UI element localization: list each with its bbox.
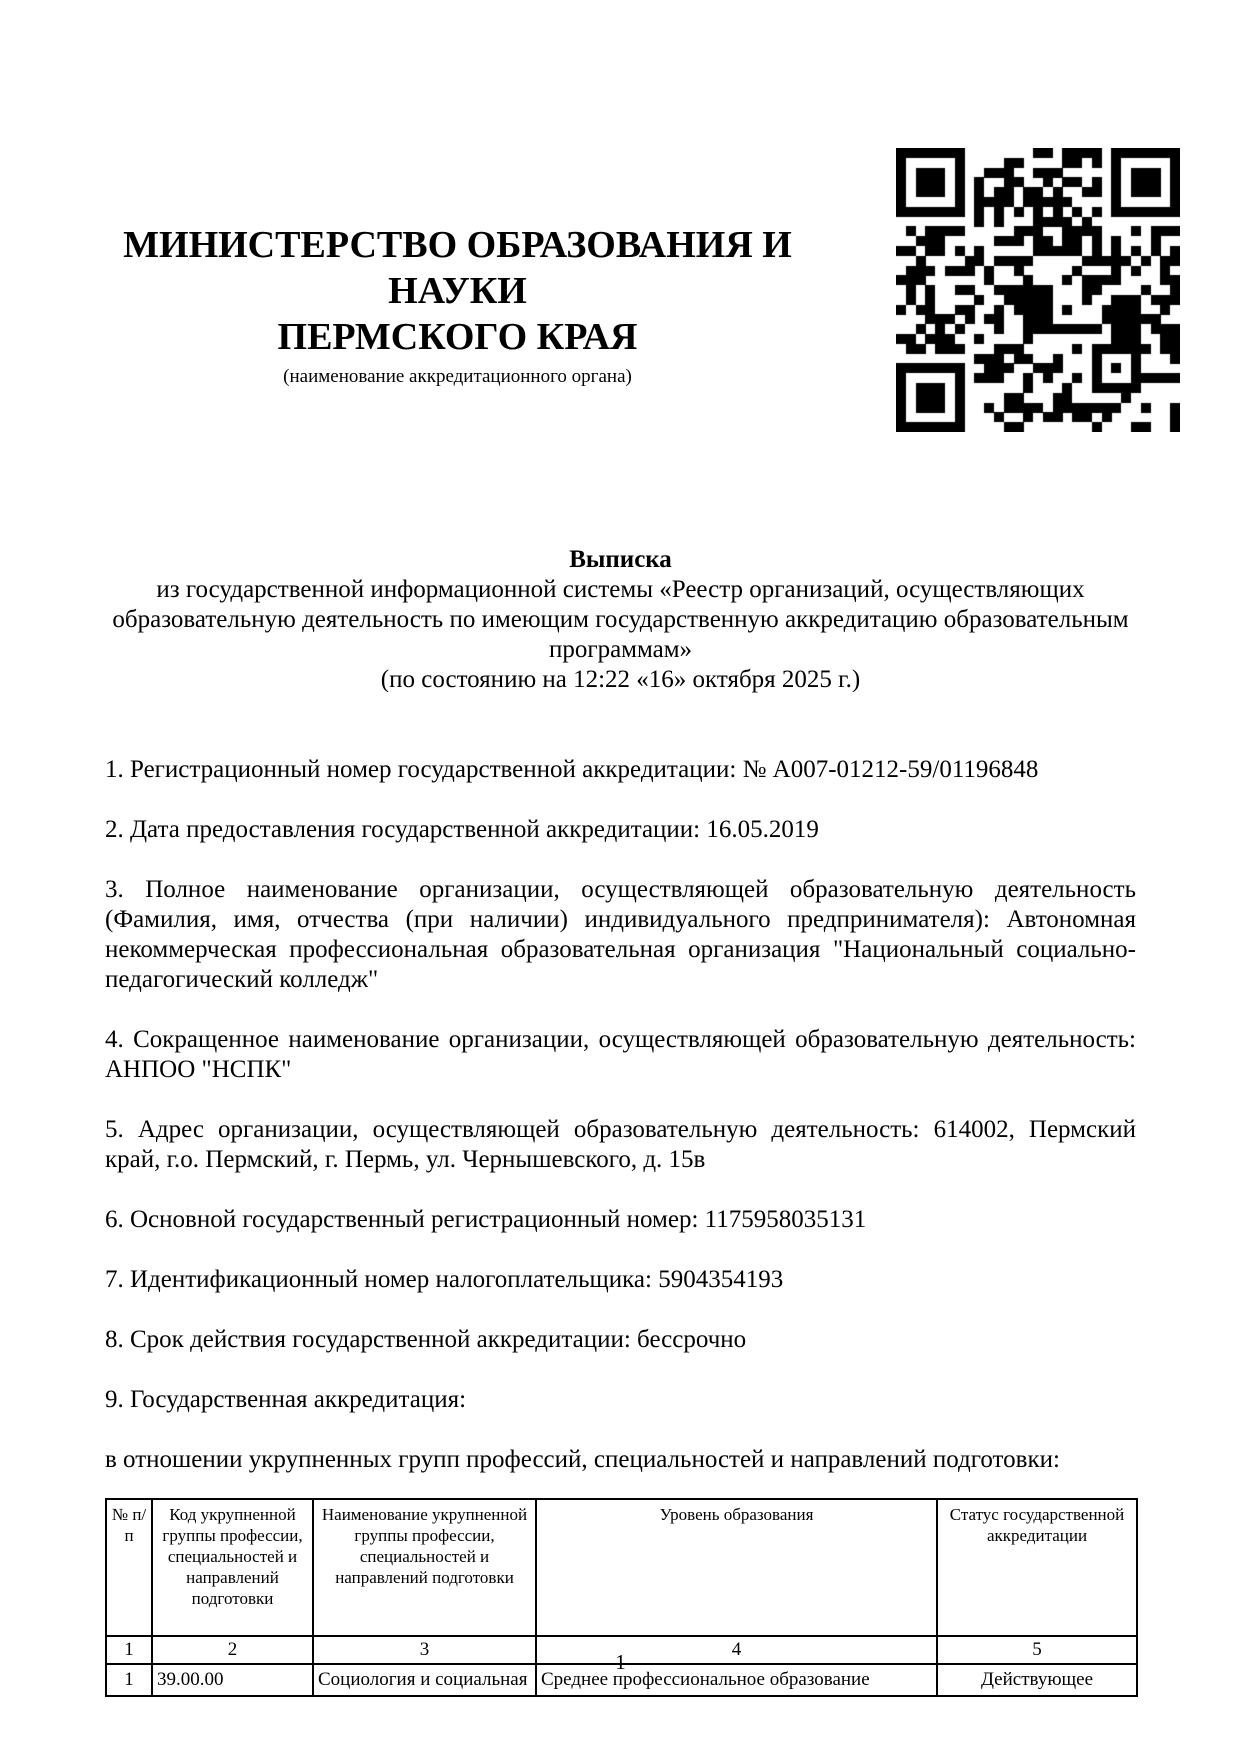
numbered-item: 9. Государственная аккредитация:	[105, 1386, 467, 1413]
numbered-item: 7. Идентификационный номер налогоплательщика: 5904354193	[105, 1266, 784, 1293]
column-number-cell: 3	[313, 1636, 536, 1664]
numbered-item: 2. Дата предоставления государственной аккредитации: 16.05.2019	[105, 816, 819, 843]
table-header-cell: Статус государственной аккредитации	[937, 1499, 1137, 1636]
table-header-row	[106, 1499, 1137, 1636]
table-cell: 1	[106, 1664, 152, 1696]
ministry-name-line2: ПЕРМСКОГО КРАЯ	[277, 316, 638, 358]
column-number-cell: 1	[106, 1636, 152, 1664]
table-header-cell: Уровень образования	[536, 1499, 937, 1636]
qr-code	[896, 148, 1180, 432]
numbered-item: 5. Адрес организации, осуществляющей образовательную деятельность: 614002, Пермский край, г.о. Пермский, г. Пермь, ул. Чернышевского, д. 15в	[105, 1116, 1136, 1173]
intro-description: из государственной информационной системы «Реестр организаций, осуществляющих образовательную деятельность по имеющим государственную аккредитацию образовательным программам»	[112, 576, 1129, 663]
table-header-cell: Код укрупненной группы профессии, специальностей и направлений подготовки	[152, 1499, 313, 1636]
ministry-name-line1: МИНИСТЕРСТВО ОБРАЗОВАНИЯ И НАУКИ	[123, 224, 792, 312]
document-body	[105, 545, 1136, 1697]
numbered-item: 6. Основной государственный регистрационный номер: 1175958035131	[105, 1206, 867, 1233]
numbered-item: 4. Сокращенное наименование организации, осуществляющей образовательную деятельность: АНПОО "НСПК"	[105, 1026, 1136, 1083]
table-cell: Среднее профессиональное образование	[536, 1664, 937, 1696]
authority-caption: (наименование аккредитационного органа)	[283, 366, 632, 387]
intro-text	[105, 575, 1136, 695]
items-list	[105, 755, 1136, 1415]
table-cell: 39.00.00	[152, 1664, 313, 1696]
numbered-item: 1. Регистрационный номер государственной аккредитации: № А007-01212-59/01196848	[105, 756, 1039, 783]
pre-table-text: в отношении укрупненных групп профессий, специальностей и направлений подготовки:	[105, 1446, 1060, 1473]
column-number-cell: 2	[152, 1636, 313, 1664]
table-header-cell: Наименование укрупненной группы профессии, специальностей и направлений подготовки	[313, 1499, 536, 1636]
column-number-cell: 5	[937, 1636, 1137, 1664]
table-cell: Социология и социальная	[313, 1664, 536, 1696]
document-title: Выписка	[569, 546, 672, 573]
column-number-cell: 4	[536, 1636, 937, 1664]
page-number: 1	[615, 1650, 626, 1674]
accreditation-authority-block	[100, 222, 815, 389]
table-header-cell: № п/п	[106, 1499, 152, 1636]
intro-date-line: (по состоянию на 12:22 «16» октября 2025 г.)	[380, 666, 861, 693]
table-cell: Действующее	[937, 1664, 1137, 1696]
numbered-item: 3. Полное наименование организации, осуществляющей образовательную деятельность (Фамилия, имя, отчества (при наличии) индивидуального предпринимателя): Автономная некоммерческая профессиональная образовательная организация "Национальный социально-педагогический колледж"	[105, 876, 1136, 993]
numbered-item: 8. Срок действия государственной аккредитации: бессрочно	[105, 1326, 747, 1353]
